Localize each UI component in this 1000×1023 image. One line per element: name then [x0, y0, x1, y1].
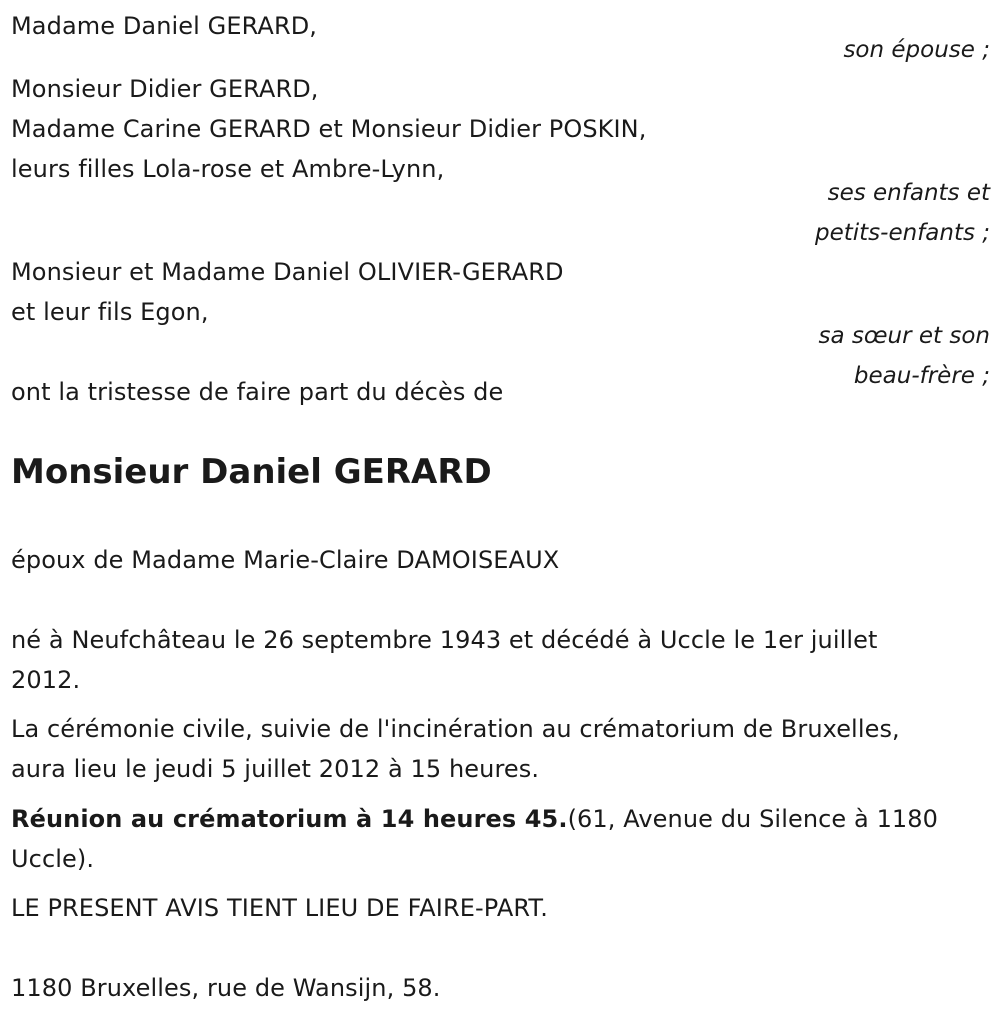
birth-death-line-2: 2012.: [11, 666, 81, 694]
meeting-bold: Réunion au crématorium à 14 heures 45.: [11, 805, 568, 833]
spouse-relation: son épouse ;: [843, 37, 990, 63]
intro-text: ont la tristesse de faire part du décès de: [11, 378, 504, 406]
children-line-2: Madame Carine GERARD et Monsieur Didier POSKIN,: [11, 115, 647, 143]
sibling-line-2: et leur fils Egon,: [11, 298, 209, 326]
meeting-line-2: Uccle).: [11, 845, 95, 873]
sibling-relation-1: sa sœur et son: [818, 323, 990, 349]
meeting-address: (61, Avenue du Silence à 1180: [567, 805, 939, 833]
spouse-line: Madame Daniel GERARD,: [11, 12, 318, 40]
sibling-relation-2: beau-frère ;: [853, 363, 990, 389]
notice-text: LE PRESENT AVIS TIENT LIEU DE FAIRE-PART.: [11, 894, 549, 922]
children-relation-1: ses enfants et: [827, 180, 990, 206]
birth-death-line-1: né à Neufchâteau le 26 septembre 1943 et décédé à Uccle le 1er juillet: [11, 626, 878, 654]
meeting-line-1: [11, 804, 938, 834]
deceased-name: Monsieur Daniel GERARD: [11, 452, 492, 492]
children-line-1: Monsieur Didier GERARD,: [11, 75, 319, 103]
ceremony-line-2: aura lieu le jeudi 5 juillet 2012 à 15 heures.: [11, 755, 540, 783]
children-relation-2: petits-enfants ;: [814, 220, 990, 246]
children-line-3: leurs filles Lola-rose et Ambre-Lynn,: [11, 155, 445, 183]
address-text: 1180 Bruxelles, rue de Wansijn, 58.: [11, 974, 441, 1002]
spouse-of: époux de Madame Marie-Claire DAMOISEAUX: [11, 546, 560, 574]
ceremony-line-1: La cérémonie civile, suivie de l'incinération au crématorium de Bruxelles,: [11, 715, 900, 743]
sibling-line-1: Monsieur et Madame Daniel OLIVIER-GERARD: [11, 258, 564, 286]
